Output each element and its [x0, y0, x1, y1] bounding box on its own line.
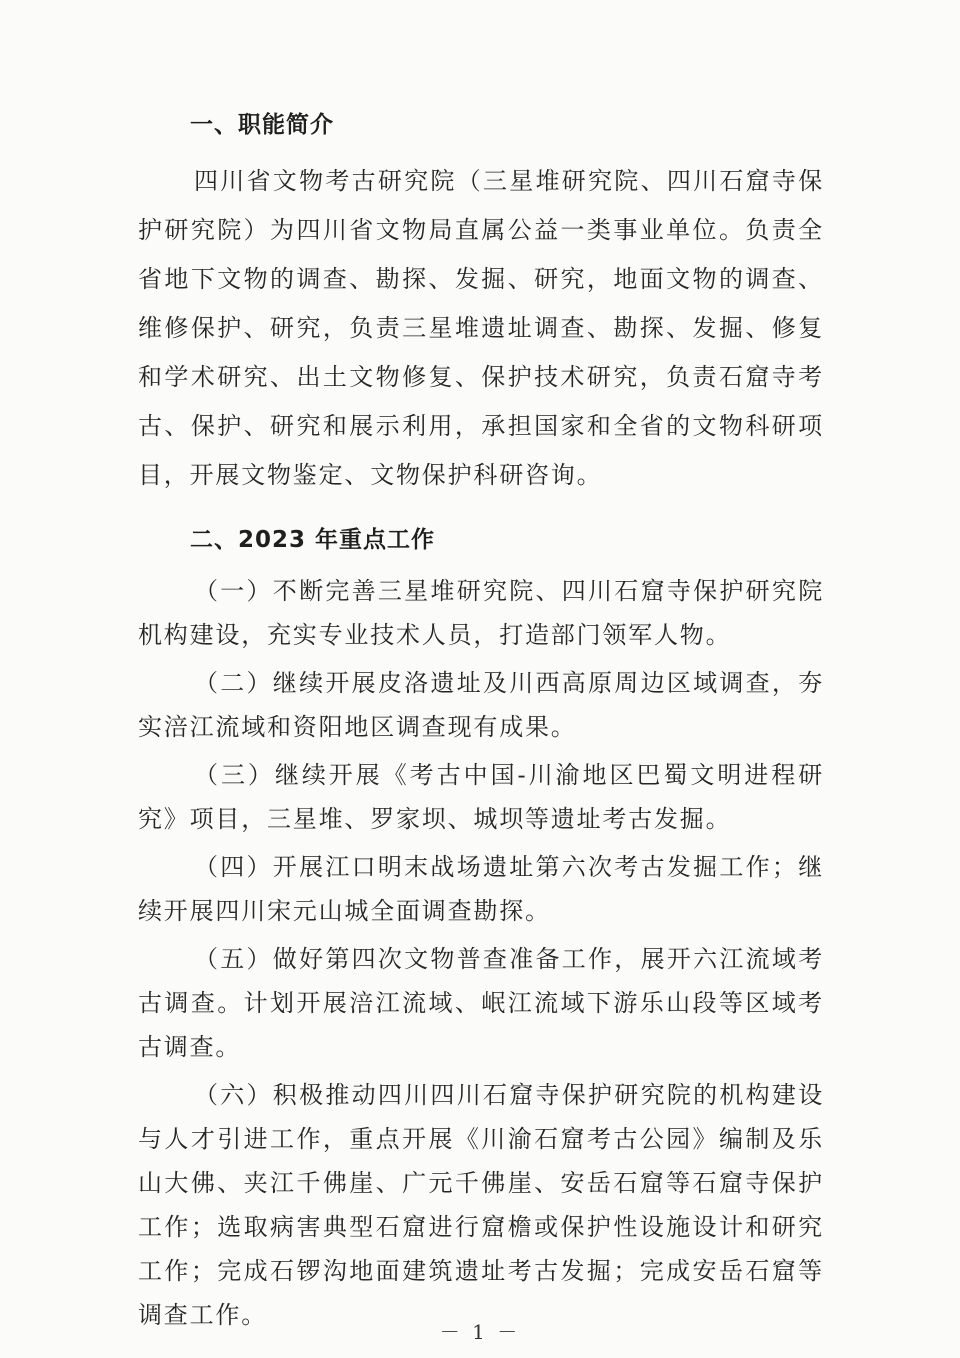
key-work-item-1: （一）不断完善三星堆研究院、四川石窟寺保护研究院机构建设，充实专业技术人员，打造部门领军人物。	[138, 577, 824, 649]
key-work-item-4: （四）开展江口明末战场遗址第六次考古发掘工作；继续开展四川宋元山城全面调查勘探。	[138, 853, 824, 925]
page-number: － 1 －	[439, 1320, 521, 1344]
key-work-item-5: （五）做好第四次文物普查准备工作，展开六江流域考古调查。计划开展涪江流域、岷江流域下游乐山段等区域考古调查。	[138, 945, 824, 1061]
section-heading-key-work: 二、2023 年重点工作	[190, 527, 436, 553]
key-work-item-2: （二）继续开展皮洛遗址及川西高原周边区域调查，夯实涪江流域和资阳地区调查现有成果。	[138, 669, 824, 741]
section-heading-function: 一、职能简介	[190, 112, 334, 138]
function-description-paragraph: 四川省文物考古研究院（三星堆研究院、四川石窟寺保护研究院）为四川省文物局直属公益一类事业单位。负责全省地下文物的调查、勘探、发掘、研究，地面文物的调查、维修保护、研究，负责三星堆遗址调查、勘探、发掘、修复和学术研究、出土文物修复、保护技术研究，负责石窟寺考古、保护、研究和展示利用，承担国家和全省的文物科研项目，开展文物鉴定、文物保护科研咨询。	[138, 167, 824, 489]
key-work-item-3: （三）继续开展《考古中国-川渝地区巴蜀文明进程研究》项目，三星堆、罗家坝、城坝等遗址考古发掘。	[138, 761, 824, 833]
key-work-item-6: （六）积极推动四川四川石窟寺保护研究院的机构建设与人才引进工作，重点开展《川渝石窟考古公园》编制及乐山大佛、夹江千佛崖、广元千佛崖、安岳石窟等石窟寺保护工作；选取病害典型石窟进行窟檐或保护性设施设计和研究工作；完成石锣沟地面建筑遗址考古发掘；完成安岳石窟等调查工作。	[138, 1081, 824, 1329]
